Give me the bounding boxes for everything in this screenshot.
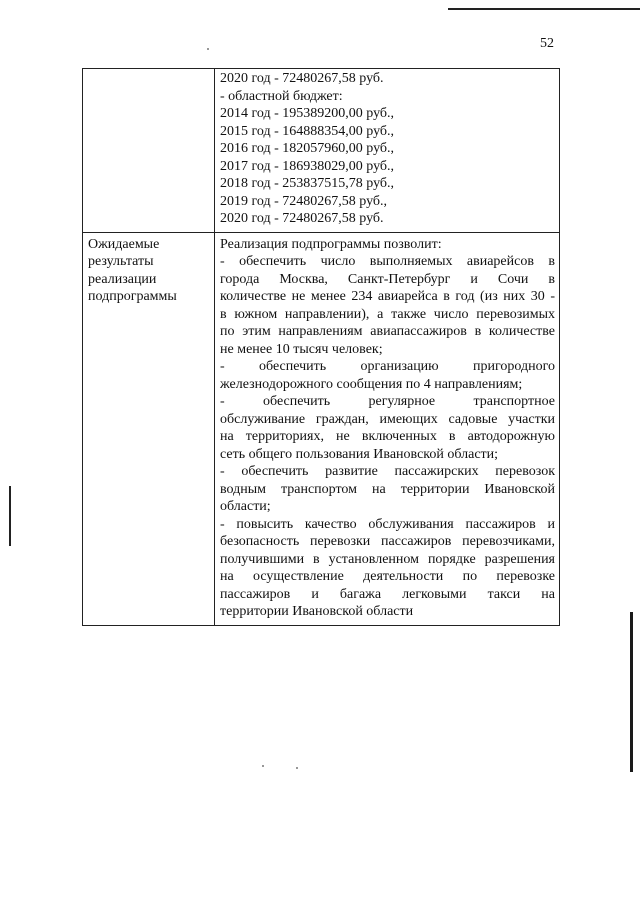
results-content-cell — [215, 232, 560, 625]
budget-line: 2017 год - 186938029,00 руб., — [220, 158, 395, 174]
results-line: - обеспечить организацию пригородного — [220, 359, 555, 374]
document-table — [82, 68, 560, 626]
page-number: 52 — [540, 36, 554, 51]
scan-speck — [296, 767, 298, 769]
budget-line: 2018 год - 253837515,78 руб., — [220, 176, 395, 191]
results-line: водным транспортом на территории Ивановской — [220, 481, 555, 497]
results-label-line: Ожидаемые — [88, 236, 160, 252]
results-line: - повысить качество обслуживания пассажиров и — [220, 516, 555, 532]
scan-margin-mark — [630, 612, 633, 772]
results-line: в южном направлении), а также число перевозимых — [220, 306, 555, 322]
budget-line: 2019 год - 72480267,58 руб., — [220, 193, 388, 209]
budget-line: 2020 год - 72480267,58 руб. — [220, 211, 384, 226]
budget-line: 2020 год - 72480267,58 руб. — [220, 71, 384, 86]
results-line: сеть общего пользования Ивановской области; — [220, 446, 499, 462]
table-cell-empty — [83, 69, 215, 233]
results-line: территории Ивановской области — [220, 604, 414, 619]
results-line: - обеспечить число выполняемых авиарейсов в — [220, 254, 555, 269]
results-line: Реализация подпрограммы позволит: — [220, 236, 442, 252]
table-row-results — [83, 232, 560, 625]
results-line: безопасность перевозки пассажиров перевозчиками, — [220, 534, 555, 549]
budget-cell — [215, 69, 560, 233]
results-line: на территориях, не включенных в автодорожную — [220, 429, 555, 444]
results-line: получившими в установленном порядке разрешения — [220, 551, 555, 567]
results-line: - обеспечить регулярное транспортное — [220, 394, 555, 409]
results-line: области; — [220, 499, 271, 514]
results-line: железнодорожного сообщения по 4 направлениям; — [220, 376, 523, 392]
results-label-line: результаты — [88, 254, 154, 269]
budget-line: 2015 год - 164888354,00 руб., — [220, 123, 395, 139]
results-label-line: реализации — [88, 271, 157, 287]
results-line: города Москва, Санкт-Петербург и Сочи в — [220, 271, 555, 287]
results-line: не менее 10 тысяч человек; — [220, 341, 383, 357]
results-label-cell — [83, 232, 215, 625]
scan-speck — [262, 765, 264, 767]
budget-line: 2016 год - 182057960,00 руб., — [220, 141, 395, 156]
budget-line: 2014 год - 195389200,00 руб., — [220, 106, 395, 121]
results-line: количестве не менее 234 авиарейса в год (из них 30 - — [220, 289, 555, 304]
results-line: на осуществление деятельности по перевозке — [220, 569, 555, 584]
scan-margin-mark — [9, 486, 11, 546]
scan-edge-line — [448, 8, 640, 10]
results-line: - обеспечить развитие пассажирских перевозок — [220, 464, 555, 479]
scan-speck — [207, 48, 209, 50]
table-row-budget — [83, 69, 560, 233]
results-line: по этим направлениям авиапассажиров в количестве — [220, 324, 555, 339]
results-line: пассажиров и багажа легковыми такси на — [220, 586, 555, 602]
results-line: обслуживание граждан, имеющих садовые участки — [220, 411, 555, 427]
results-label-line: подпрограммы — [88, 289, 177, 304]
budget-line: - областной бюджет: — [220, 88, 343, 104]
